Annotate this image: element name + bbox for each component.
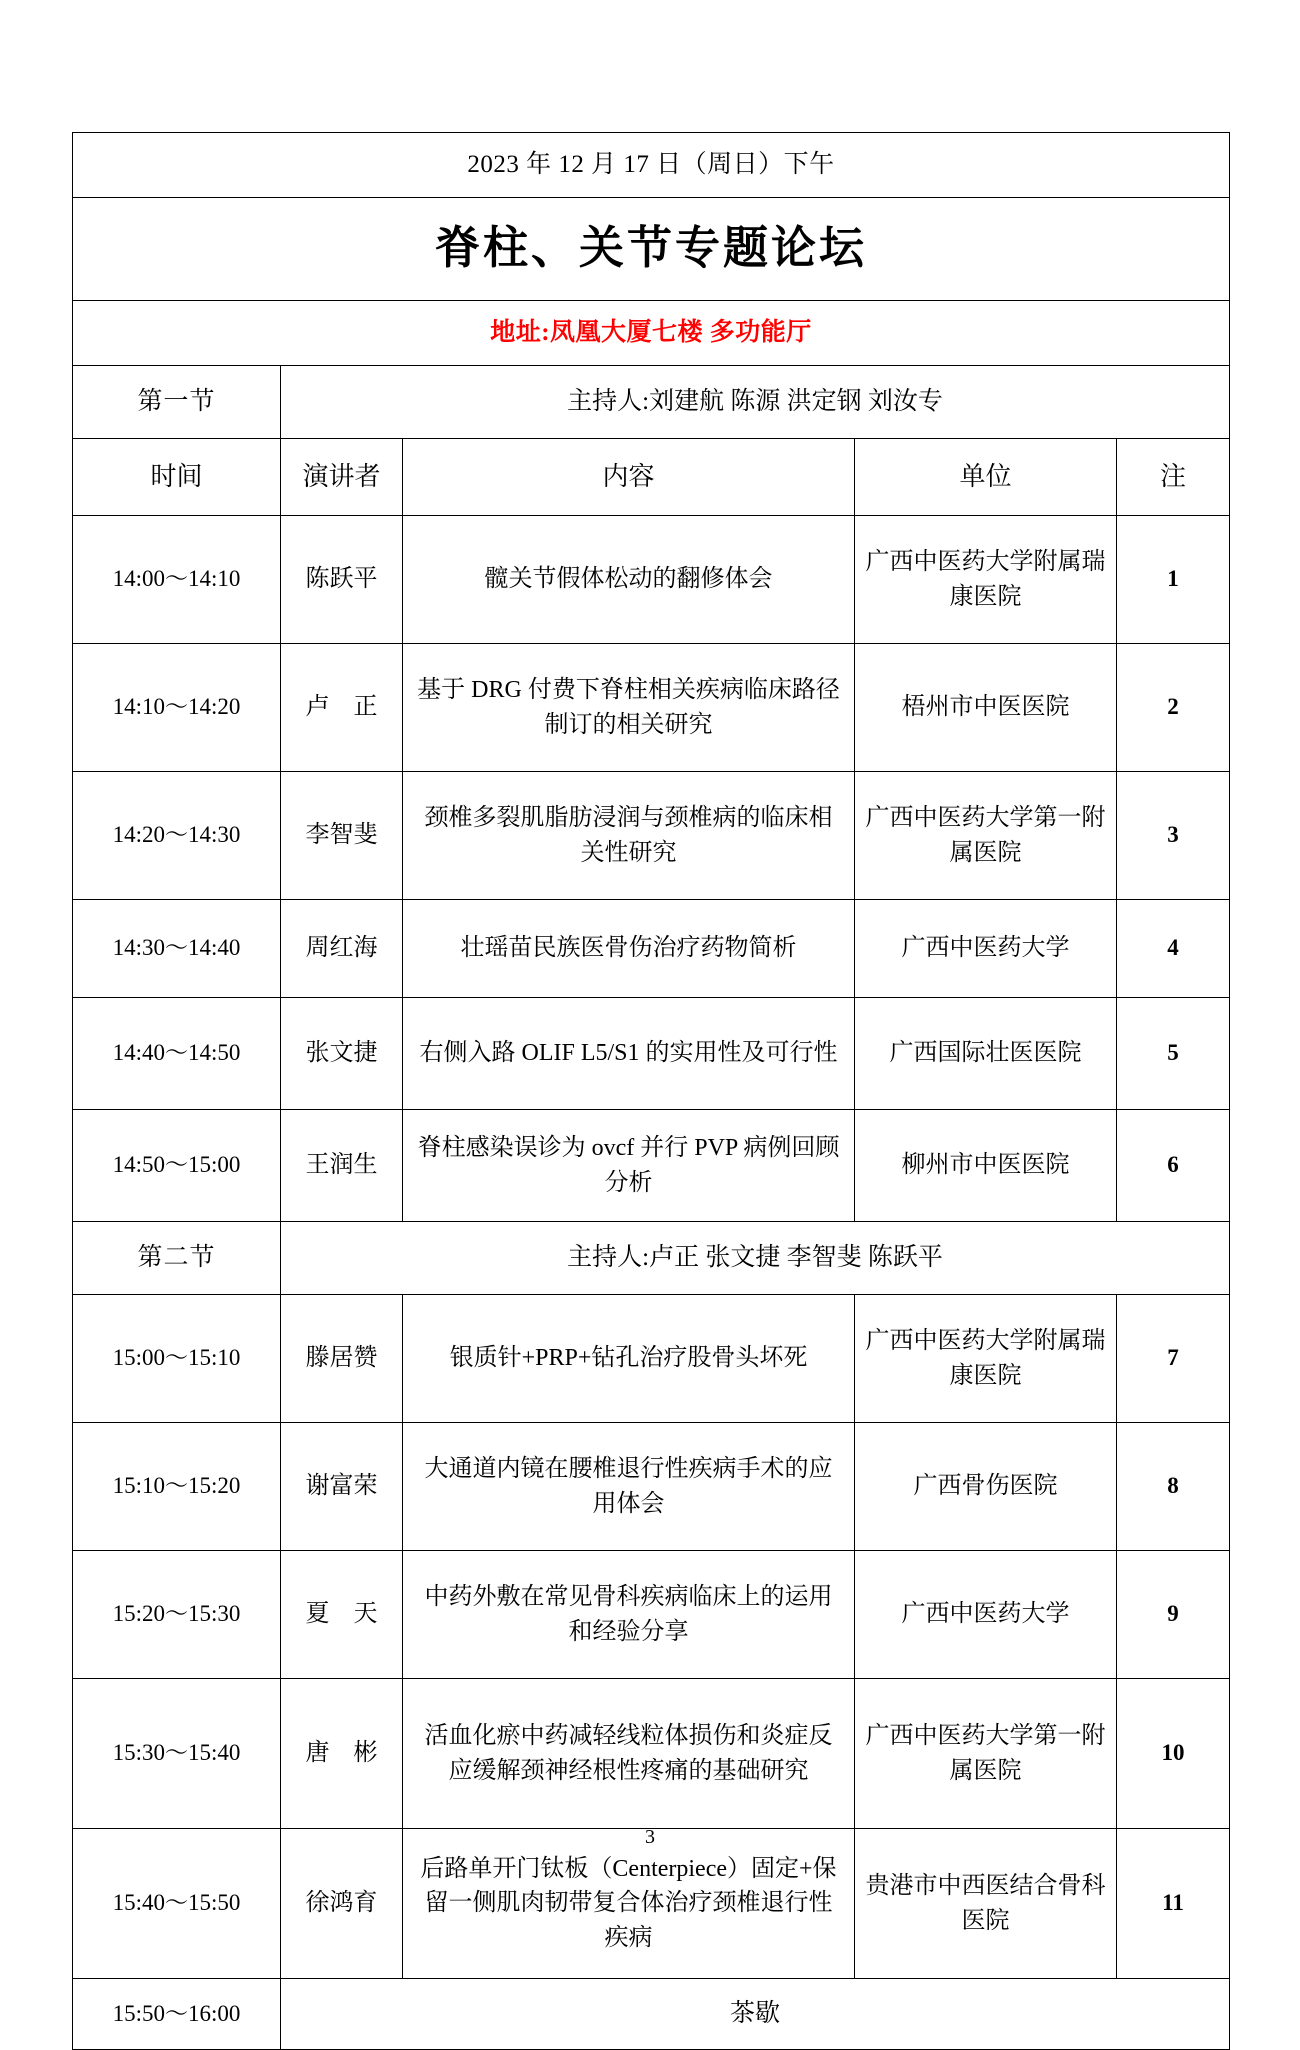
table-row	[73, 1110, 1230, 1222]
column-header-row	[73, 439, 1230, 516]
cell-content: 基于 DRG 付费下脊柱相关疾病临床路径制订的相关研究	[403, 644, 855, 772]
cell-speaker: 滕居赞	[281, 1295, 403, 1423]
col-header-note: 注	[1117, 439, 1230, 516]
venue-address: 地址:凤凰大厦七楼 多功能厅	[73, 301, 1230, 366]
session-chairs-1: 主持人:刘建航 陈源 洪定钢 刘汝专	[281, 366, 1230, 439]
cell-note: 5	[1117, 998, 1230, 1110]
session-label-1: 第一节	[73, 366, 281, 439]
session-chairs-2: 主持人:卢正 张文捷 李智斐 陈跃平	[281, 1222, 1230, 1295]
date-row	[73, 133, 1230, 198]
cell-content: 后路单开门钛板（Centerpiece）固定+保留一侧肌肉韧带复合体治疗颈椎退行性疾病	[403, 1829, 855, 1979]
cell-speaker: 陈跃平	[281, 516, 403, 644]
cell-note: 8	[1117, 1423, 1230, 1551]
cell-content: 髋关节假体松动的翻修体会	[403, 516, 855, 644]
cell-note: 10	[1117, 1679, 1230, 1829]
cell-note: 11	[1117, 1829, 1230, 1979]
cell-unit: 广西中医药大学第一附属医院	[855, 772, 1117, 900]
cell-speaker: 夏 天	[281, 1551, 403, 1679]
session-header-row-1	[73, 366, 1230, 439]
cell-content: 大通道内镜在腰椎退行性疾病手术的应用体会	[403, 1423, 855, 1551]
address-row	[73, 301, 1230, 366]
table-row	[73, 1679, 1230, 1829]
tea-break-label: 茶歇	[281, 1979, 1230, 2050]
cell-time: 15:40～15:50	[73, 1829, 281, 1979]
cell-note: 4	[1117, 900, 1230, 998]
cell-unit: 广西中医药大学附属瑞康医院	[855, 516, 1117, 644]
cell-note: 7	[1117, 1295, 1230, 1423]
table-row	[73, 998, 1230, 1110]
title-row	[73, 198, 1230, 301]
table-row	[73, 1551, 1230, 1679]
cell-time: 14:00～14:10	[73, 516, 281, 644]
cell-speaker: 徐鸿育	[281, 1829, 403, 1979]
table-row	[73, 644, 1230, 772]
cell-content: 右侧入路 OLIF L5/S1 的实用性及可行性	[403, 998, 855, 1110]
col-header-speaker: 演讲者	[281, 439, 403, 516]
page-number: 3	[645, 1826, 655, 1848]
cell-speaker: 王润生	[281, 1110, 403, 1222]
cell-unit: 广西骨伤医院	[855, 1423, 1117, 1551]
cell-unit: 广西中医药大学	[855, 1551, 1117, 1679]
cell-time: 14:30～14:40	[73, 900, 281, 998]
cell-time: 15:30～15:40	[73, 1679, 281, 1829]
cell-content: 壮瑶苗民族医骨伤治疗药物简析	[403, 900, 855, 998]
cell-time: 15:50～16:00	[73, 1979, 281, 2050]
cell-speaker: 卢 正	[281, 644, 403, 772]
cell-time: 15:10～15:20	[73, 1423, 281, 1551]
table-row	[73, 1295, 1230, 1423]
table-row	[73, 516, 1230, 644]
cell-time: 15:00～15:10	[73, 1295, 281, 1423]
cell-speaker: 谢富荣	[281, 1423, 403, 1551]
table-row	[73, 1423, 1230, 1551]
cell-speaker: 李智斐	[281, 772, 403, 900]
agenda-sheet	[72, 132, 1229, 2050]
cell-unit: 广西国际壮医医院	[855, 998, 1117, 1110]
cell-unit: 广西中医药大学附属瑞康医院	[855, 1295, 1117, 1423]
cell-unit: 贵港市中西医结合骨科医院	[855, 1829, 1117, 1979]
cell-note: 1	[1117, 516, 1230, 644]
cell-unit: 梧州市中医医院	[855, 644, 1117, 772]
session-label-2: 第二节	[73, 1222, 281, 1295]
cell-note: 9	[1117, 1551, 1230, 1679]
cell-speaker: 唐 彬	[281, 1679, 403, 1829]
col-header-time: 时间	[73, 439, 281, 516]
cell-note: 2	[1117, 644, 1230, 772]
cell-time: 14:10～14:20	[73, 644, 281, 772]
date-line: 2023 年 12 月 17 日（周日）下午	[73, 133, 1230, 198]
cell-content: 活血化瘀中药减轻线粒体损伤和炎症反应缓解颈神经根性疼痛的基础研究	[403, 1679, 855, 1829]
cell-time: 15:20～15:30	[73, 1551, 281, 1679]
tea-break-row	[73, 1979, 1230, 2050]
session-header-row-2	[73, 1222, 1230, 1295]
cell-unit: 广西中医药大学	[855, 900, 1117, 998]
agenda-table	[72, 132, 1230, 2050]
cell-content: 银质针+PRP+钻孔治疗股骨头坏死	[403, 1295, 855, 1423]
cell-content: 中药外敷在常见骨科疾病临床上的运用和经验分享	[403, 1551, 855, 1679]
cell-speaker: 周红海	[281, 900, 403, 998]
cell-content: 脊柱感染误诊为 ovcf 并行 PVP 病例回顾分析	[403, 1110, 855, 1222]
table-row	[73, 772, 1230, 900]
table-row	[73, 1829, 1230, 1979]
forum-title: 脊柱、关节专题论坛	[73, 198, 1230, 301]
cell-speaker: 张文捷	[281, 998, 403, 1110]
table-row	[73, 900, 1230, 998]
cell-note: 6	[1117, 1110, 1230, 1222]
cell-time: 14:20～14:30	[73, 772, 281, 900]
cell-content: 颈椎多裂肌脂肪浸润与颈椎病的临床相关性研究	[403, 772, 855, 900]
cell-unit: 广西中医药大学第一附属医院	[855, 1679, 1117, 1829]
cell-unit: 柳州市中医医院	[855, 1110, 1117, 1222]
cell-time: 14:50～15:00	[73, 1110, 281, 1222]
cell-note: 3	[1117, 772, 1230, 900]
col-header-unit: 单位	[855, 439, 1117, 516]
cell-time: 14:40～14:50	[73, 998, 281, 1110]
col-header-content: 内容	[403, 439, 855, 516]
